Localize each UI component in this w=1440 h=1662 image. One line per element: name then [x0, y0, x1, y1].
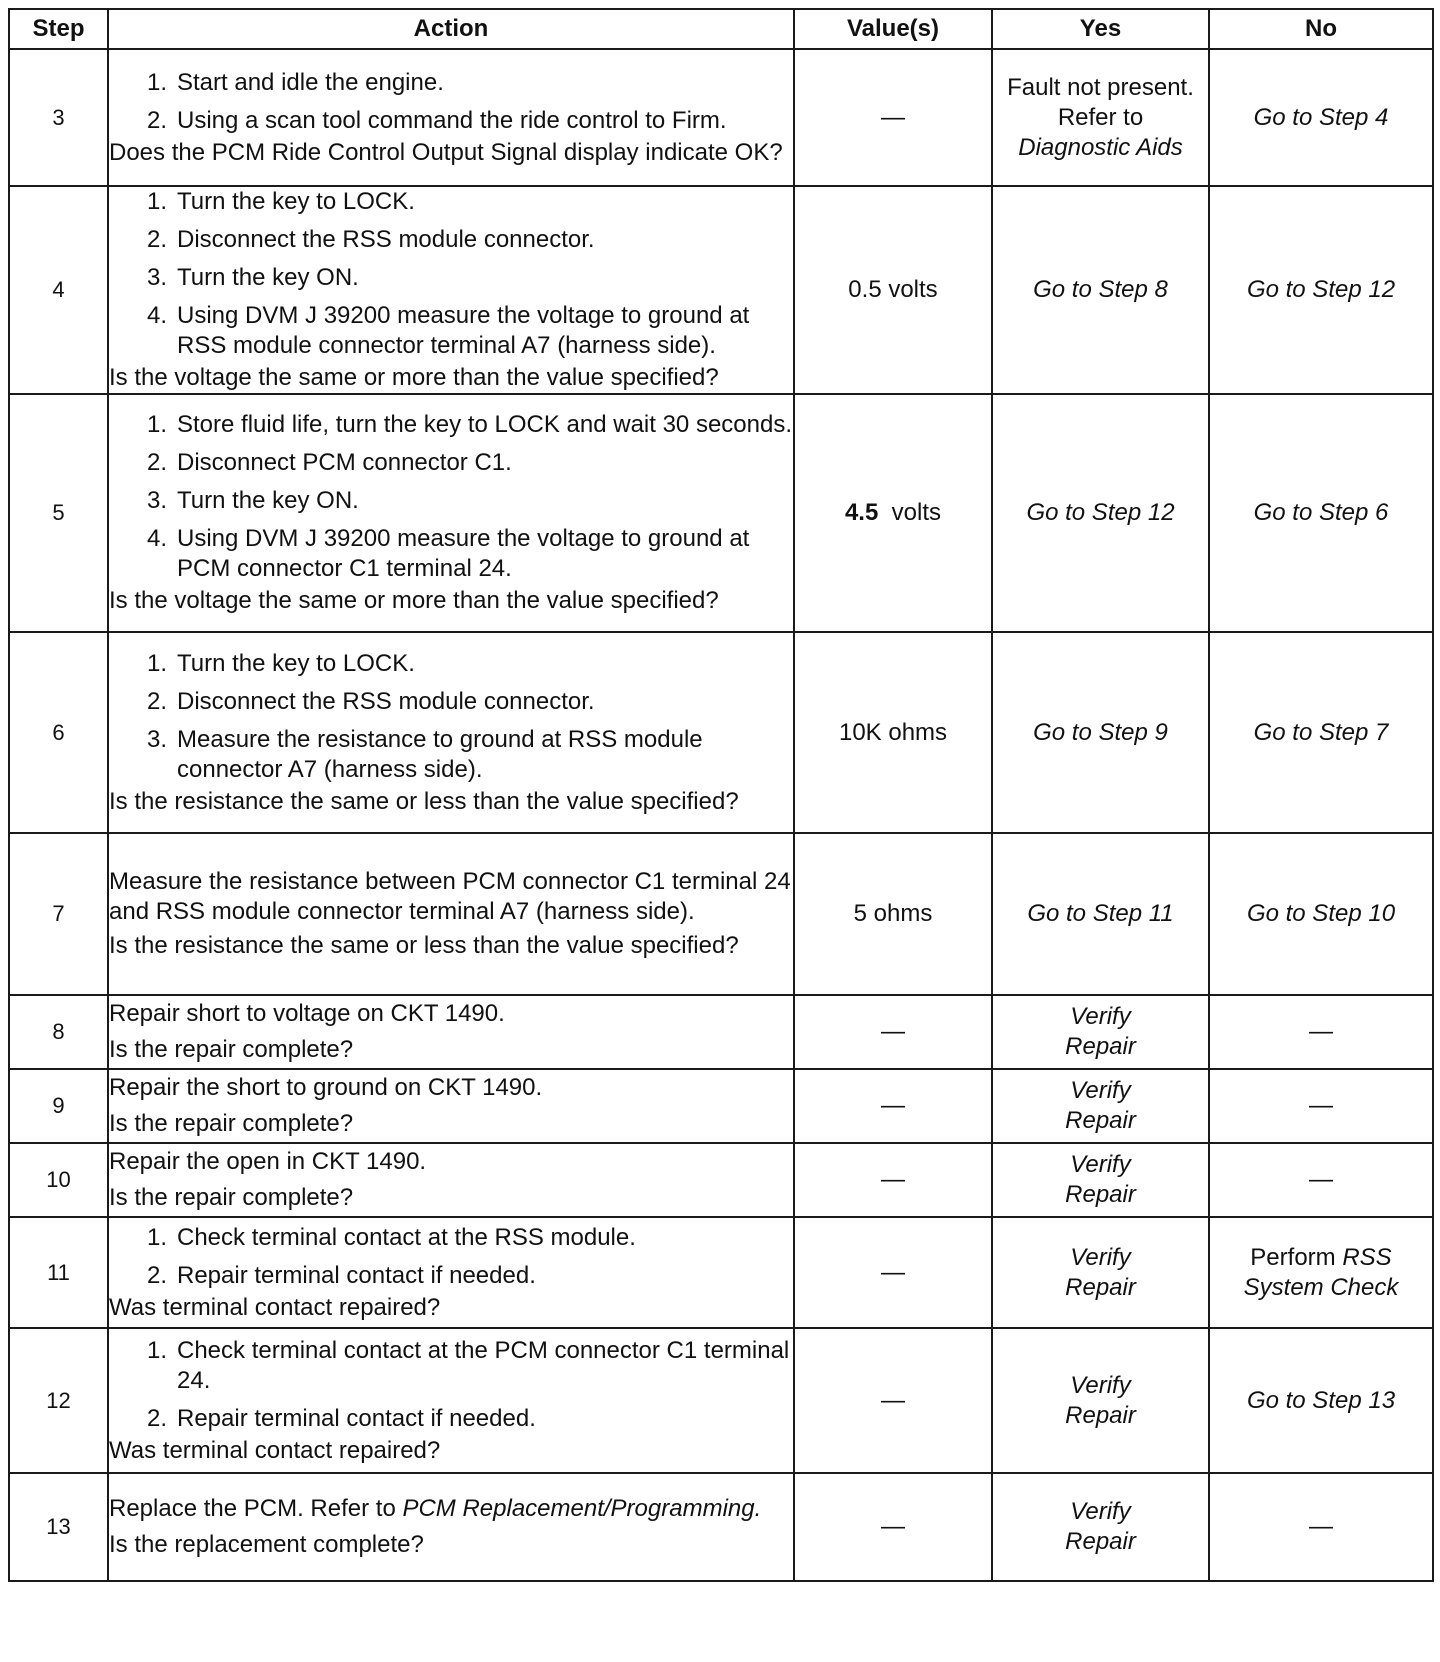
action-question: Is the voltage the same or more than the value specified? [109, 364, 719, 391]
header-no: No [1209, 9, 1433, 49]
value-cell: — [794, 1069, 992, 1143]
action-item: 1. Check terminal contact at the PCM connector C1 terminal 24. [146, 1336, 790, 1394]
value-cell: — [794, 1143, 992, 1217]
table-header-row [9, 9, 1433, 49]
table-row [9, 1328, 1433, 1473]
yes-cell: Go to Step 8 [992, 186, 1209, 394]
table-row [9, 186, 1433, 394]
action-item: 3. Measure the resistance to ground at RSS module connector A7 (harness side). [146, 725, 703, 783]
yes-cell: Verify Repair [992, 1143, 1209, 1217]
action-question: Is the resistance the same or less than the value specified? [109, 787, 739, 815]
action-item: 1. Start and idle the engine. [146, 68, 444, 96]
no-cell: Go to Step 10 [1209, 833, 1433, 995]
action-cell [108, 1217, 794, 1328]
diagnostic-table [8, 8, 1434, 1582]
no-cell: Go to Step 4 [1209, 49, 1433, 186]
value-cell: — [794, 49, 992, 186]
action-item: 3. Turn the key ON. [146, 264, 359, 291]
action-cell [108, 1328, 794, 1473]
action-item: 1. Turn the key to LOCK. [146, 649, 415, 677]
step-number: 3 [9, 49, 108, 186]
yes-cell: Verify Repair [992, 1328, 1209, 1473]
yes-cell: Fault not present. Refer to Diagnostic Aids [992, 49, 1209, 186]
action-cell [108, 1069, 794, 1143]
action-question: Is the voltage the same or more than the value specified? [109, 587, 719, 614]
value-cell: 5 ohms [794, 833, 992, 995]
table-row [9, 1069, 1433, 1143]
value-cell: — [794, 1217, 992, 1328]
table-row [9, 1143, 1433, 1217]
action-item: 2. Repair terminal contact if needed. [146, 1261, 536, 1289]
action-cell [108, 632, 794, 833]
value-cell: — [794, 995, 992, 1069]
action-item: 2. Repair terminal contact if needed. [146, 1404, 536, 1432]
no-cell: — [1209, 1473, 1433, 1581]
action-cell [108, 186, 794, 394]
action-item: 4. Using DVM J 39200 measure the voltage to ground at PCM connector C1 terminal 24. [146, 525, 750, 582]
action-question: Was terminal contact repaired? [109, 1293, 441, 1321]
yes-cell: Verify Repair [992, 1473, 1209, 1581]
yes-cell: Verify Repair [992, 1217, 1209, 1328]
action-item: 2. Using a scan tool command the ride control to Firm. [146, 106, 727, 134]
table-row [9, 995, 1433, 1069]
value-cell: 4.5 volts [794, 394, 992, 632]
action-cell [108, 995, 794, 1069]
table-row [9, 1217, 1433, 1328]
no-cell: — [1209, 1143, 1433, 1217]
action-question: Is the repair complete? [109, 1036, 354, 1063]
action-text: Repair short to voltage on CKT 1490. [109, 1000, 505, 1027]
table-row [9, 632, 1433, 833]
no-cell: Go to Step 13 [1209, 1328, 1433, 1473]
step-number: 13 [9, 1473, 108, 1581]
value-cell: 0.5 volts [794, 186, 992, 394]
step-number: 4 [9, 186, 108, 394]
action-cell [108, 49, 794, 186]
action-cell [108, 394, 794, 632]
step-number: 5 [9, 394, 108, 632]
action-question: Is the repair complete? [109, 1184, 354, 1211]
table-row [9, 394, 1433, 632]
action-cell [108, 833, 794, 995]
table-row [9, 1473, 1433, 1581]
action-question: Is the replacement complete? [109, 1531, 424, 1558]
action-text: Repair the short to ground on CKT 1490. [109, 1074, 543, 1101]
action-text: Replace the PCM. Refer to PCM Replacement/Programming. [109, 1495, 762, 1522]
action-item: 1. Store fluid life, turn the key to LOCK and wait 30 seconds. [146, 411, 792, 438]
action-question: Is the repair complete? [109, 1110, 354, 1137]
action-item: 3. Turn the key ON. [146, 487, 359, 514]
value-cell: — [794, 1473, 992, 1581]
value-cell: — [794, 1328, 992, 1473]
action-text: Repair the open in CKT 1490. [109, 1148, 427, 1175]
step-number: 8 [9, 995, 108, 1069]
action-question: Was terminal contact repaired? [109, 1436, 441, 1464]
yes-cell: Go to Step 11 [992, 833, 1209, 995]
yes-cell: Verify Repair [992, 1069, 1209, 1143]
action-cell [108, 1143, 794, 1217]
action-item: 1. Turn the key to LOCK. [146, 188, 415, 215]
table-row [9, 833, 1433, 995]
header-values: Value(s) [794, 9, 992, 49]
action-item: 1. Check terminal contact at the RSS module. [146, 1223, 636, 1251]
header-step: Step [9, 9, 108, 49]
action-item: 2. Disconnect PCM connector C1. [146, 449, 512, 476]
action-question: Is the resistance the same or less than the value specified? [109, 932, 739, 959]
no-cell: Go to Step 6 [1209, 394, 1433, 632]
reference-link: PCM Replacement/Programming. [402, 1495, 762, 1522]
no-cell: — [1209, 1069, 1433, 1143]
yes-cell: Verify Repair [992, 995, 1209, 1069]
action-question: Does the PCM Ride Control Output Signal display indicate OK? [109, 138, 783, 166]
action-text: Measure the resistance between PCM connector C1 terminal 24 and RSS module connector terminal A7 (harness side). [109, 868, 791, 925]
step-number: 9 [9, 1069, 108, 1143]
no-cell: Go to Step 7 [1209, 632, 1433, 833]
step-number: 11 [9, 1217, 108, 1328]
action-item: 2. Disconnect the RSS module connector. [146, 226, 595, 253]
action-item: 4. Using DVM J 39200 measure the voltage to ground at RSS module connector terminal A7 (harness side). [146, 302, 750, 359]
header-action: Action [108, 9, 794, 49]
step-number: 7 [9, 833, 108, 995]
yes-cell: Go to Step 12 [992, 394, 1209, 632]
no-cell: Go to Step 12 [1209, 186, 1433, 394]
header-yes: Yes [992, 9, 1209, 49]
no-cell: Perform RSS System Check [1209, 1217, 1433, 1328]
table-row [9, 49, 1433, 186]
no-cell: — [1209, 995, 1433, 1069]
yes-cell: Go to Step 9 [992, 632, 1209, 833]
step-number: 12 [9, 1328, 108, 1473]
value-cell: 10K ohms [794, 632, 992, 833]
action-item: 2. Disconnect the RSS module connector. [146, 687, 595, 715]
action-cell [108, 1473, 794, 1581]
step-number: 10 [9, 1143, 108, 1217]
step-number: 6 [9, 632, 108, 833]
